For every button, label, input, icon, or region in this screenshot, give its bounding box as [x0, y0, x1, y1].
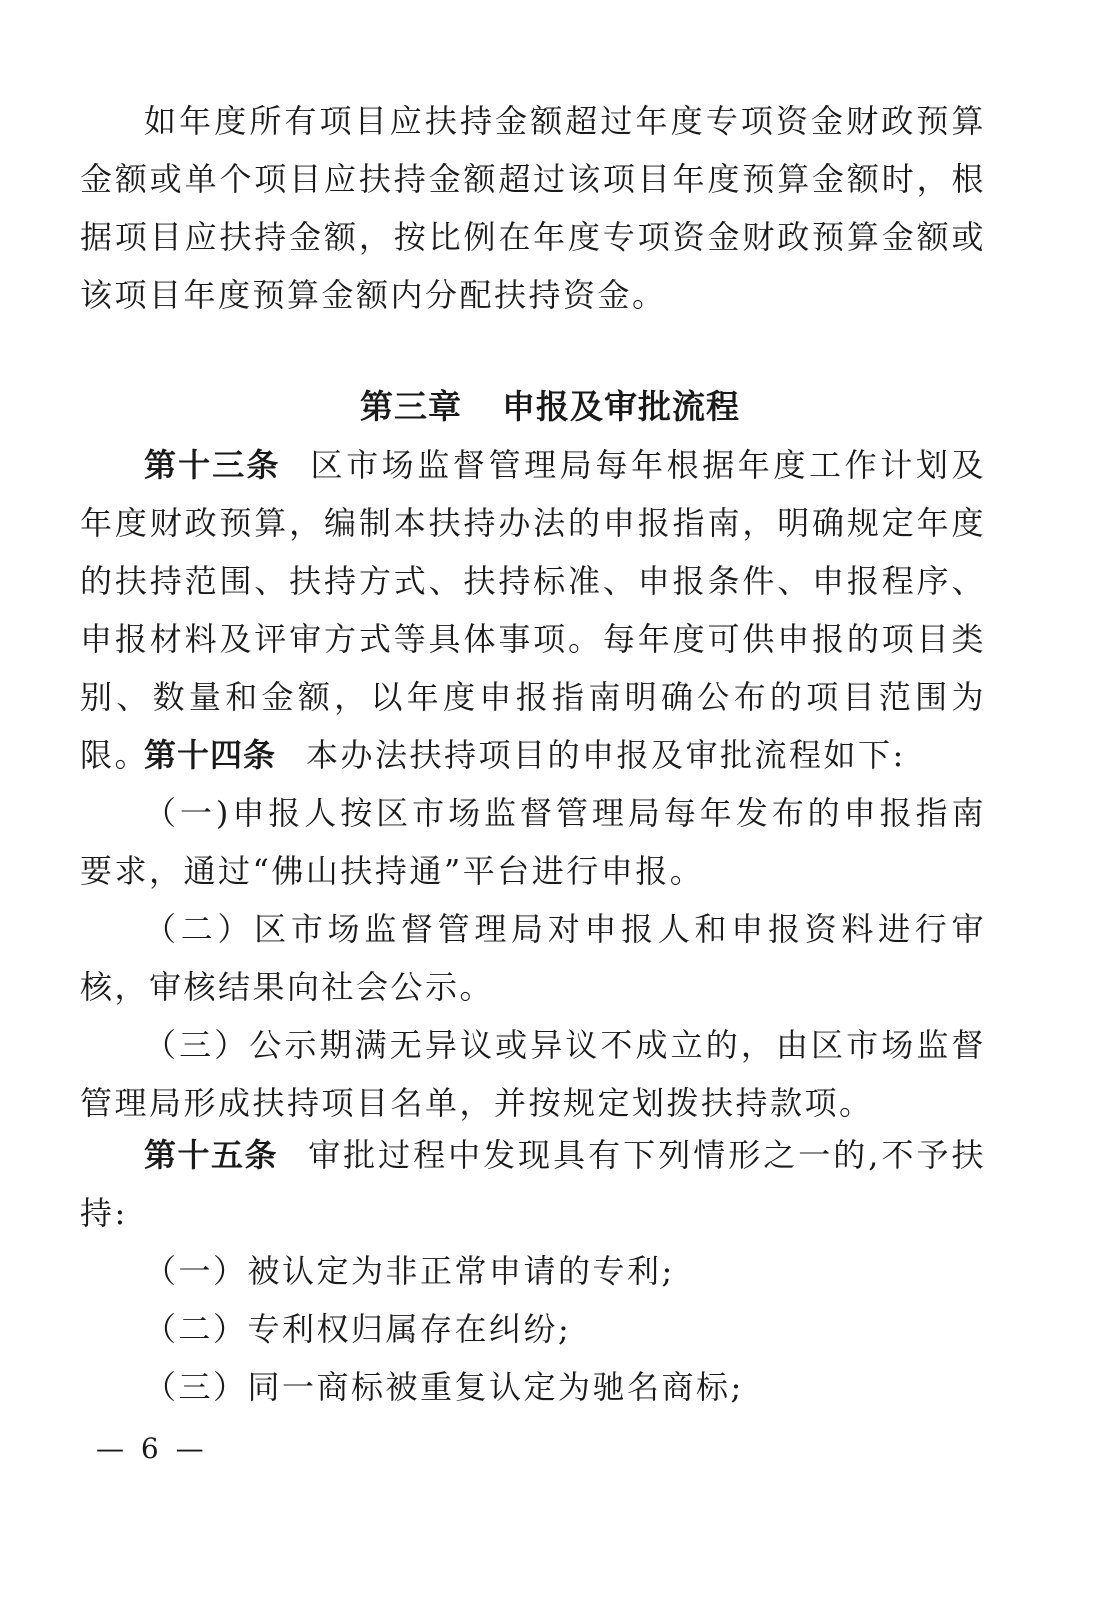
intro-paragraph: 如年度所有项目应扶持金额超过年度专项资金财政预算金额或单个项目应扶持金额超过该项目年度预算金额时，根据项目应扶持金额，按比例在年度专项资金财政预算金额或该项目年度预算金额内分配扶持资金。: [80, 102, 986, 314]
article-14-text: 本办法扶持项目的申报及审批流程如下:: [306, 736, 906, 774]
article-14-item-1: （一)申报人按区市场监督管理局每年发布的申报指南要求，通过“佛山扶持通”平台进行申报。: [80, 794, 986, 890]
chapter-heading: [0, 378, 1100, 436]
page-number: — 6 —: [96, 1432, 208, 1465]
chapter-title: 申报及审批流程: [502, 387, 740, 426]
article-14-item-2: （二）区市场监督管理局对申报人和申报资料进行审核，审核结果向社会公示。: [80, 910, 986, 1006]
intro-paragraph-block: [80, 92, 986, 324]
article-15-item-3: （三）同一商标被重复认定为驰名商标;: [144, 1368, 744, 1406]
article-15-text: 审批过程中发现具有下列情形之一的,不予扶持:: [80, 1136, 986, 1232]
article-15-item-2: （二）专利权归属存在纠纷;: [144, 1310, 572, 1348]
article-14-item-3: （三）公示期满无异议或异议不成立的，由区市场监督管理局形成扶持项目名单，并按规定划拨扶持款项。: [80, 1026, 986, 1122]
article-14-head: 第十四条: [144, 736, 277, 774]
article-13-text: 区市场监督管理局每年根据年度工作计划及年度财政预算，编制本扶持办法的申报指南，明确规定年度的扶持范围、扶持方式、扶持标准、申报条件、申报程序、申报材料及评审方式等具体事项。每年度可供申报的项目类别、数量和金额，以年度申报指南明确公布的项目范围为限。: [80, 446, 986, 774]
article-14-block: [80, 726, 986, 1132]
article-15-item-1: （一）被认定为非正常申请的专利;: [144, 1252, 675, 1290]
article-13-head: 第十三条: [144, 446, 281, 484]
chapter-number: 第三章: [360, 387, 462, 426]
article-15-block: [80, 1126, 986, 1416]
article-14: [80, 726, 986, 784]
article-15-head: 第十五条: [144, 1136, 279, 1174]
article-15: [80, 1126, 986, 1242]
